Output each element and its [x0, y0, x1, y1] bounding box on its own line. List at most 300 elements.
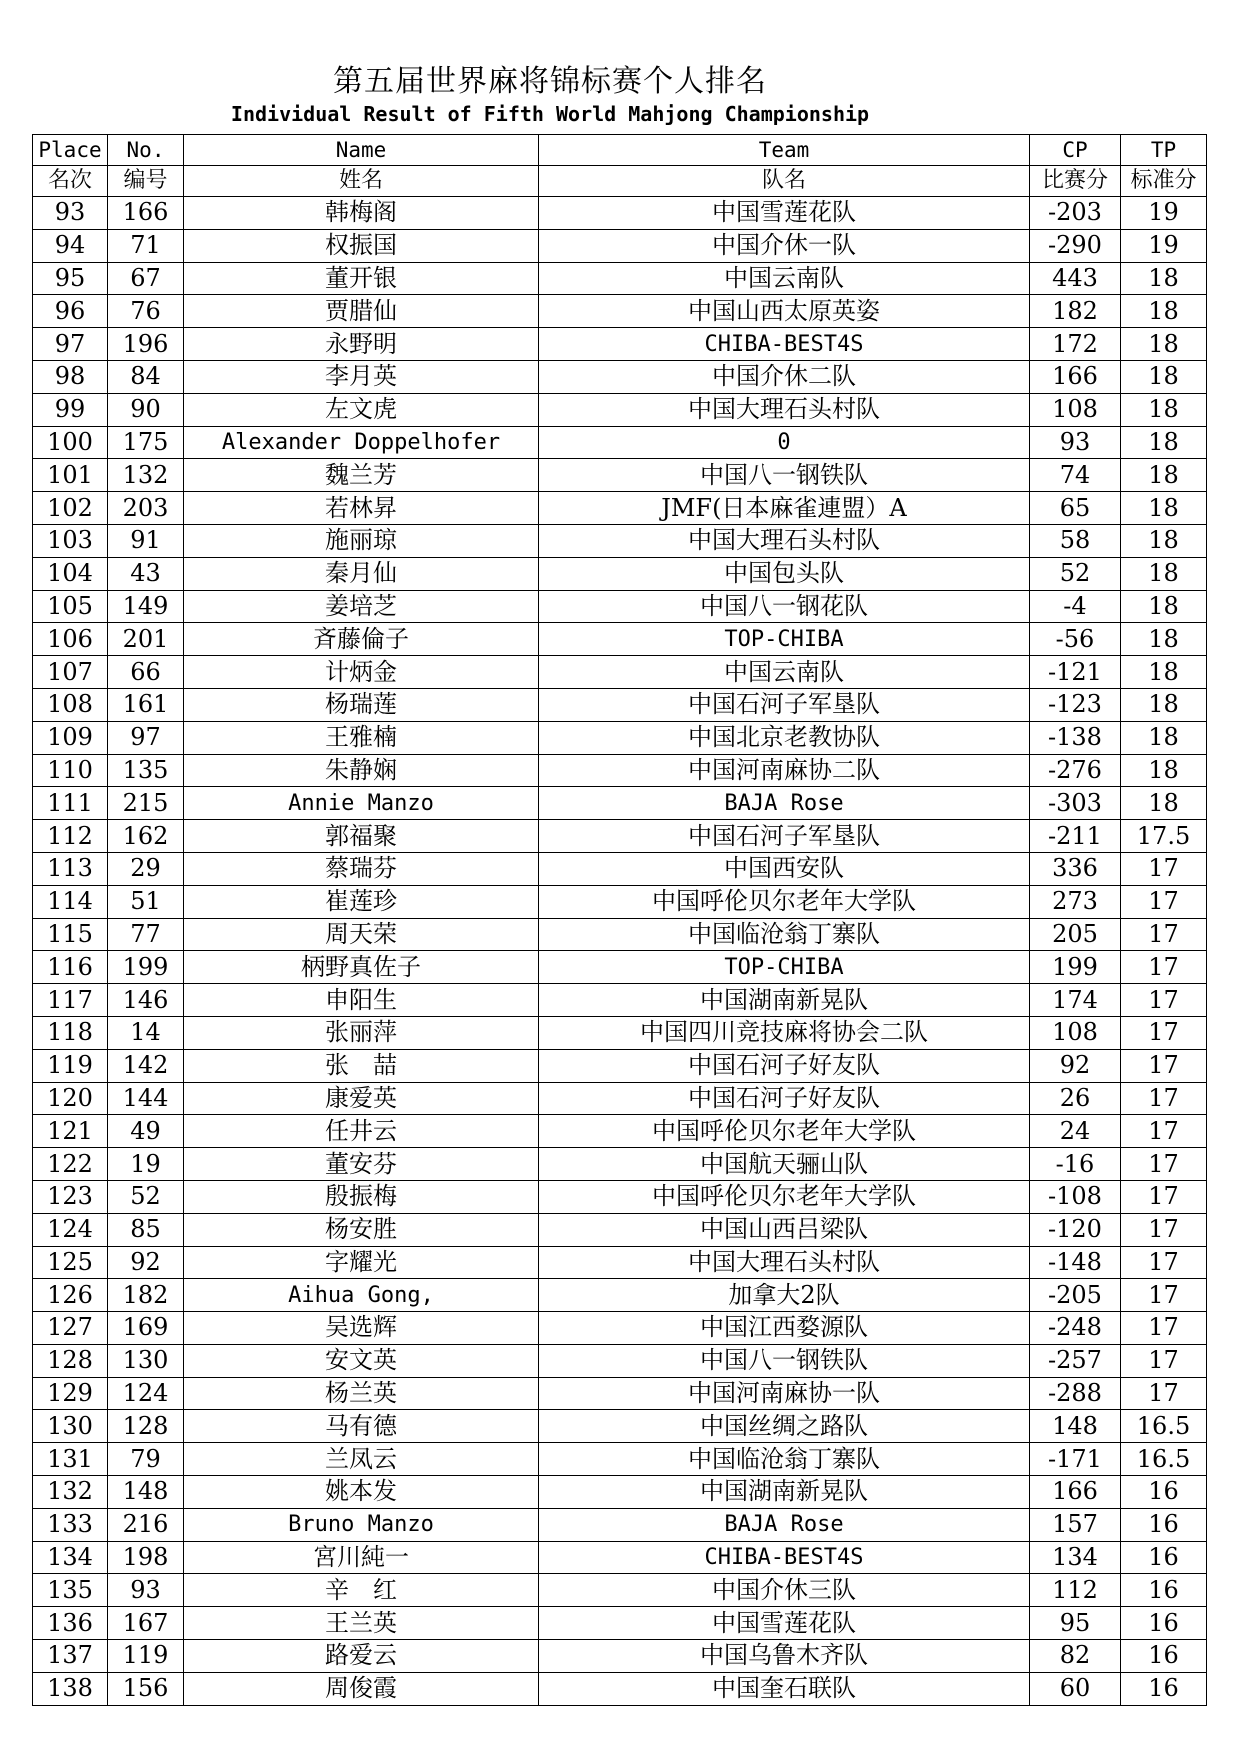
number-cell: 135 — [108, 754, 184, 787]
name-cell: 柄野真佐子 — [184, 951, 539, 984]
place-cell: 123 — [33, 1180, 108, 1213]
cp-cell: 26 — [1030, 1082, 1121, 1115]
table-row — [33, 197, 1207, 230]
tp-cell: 17 — [1121, 951, 1207, 984]
number-cell: 90 — [108, 393, 184, 426]
number-cell: 43 — [108, 557, 184, 590]
place-cell: 130 — [33, 1410, 108, 1443]
team-cell: 0 — [539, 426, 1030, 459]
tp-cell: 17 — [1121, 1377, 1207, 1410]
team-cell: 中国呼伦贝尔老年大学队 — [539, 1180, 1030, 1213]
header-place-cn: 名次 — [33, 166, 108, 197]
place-cell: 114 — [33, 885, 108, 918]
cp-cell: -4 — [1030, 590, 1121, 623]
table-row — [33, 1476, 1207, 1509]
number-cell: 29 — [108, 852, 184, 885]
header-number: No. — [108, 135, 184, 166]
place-cell: 119 — [33, 1049, 108, 1082]
name-cell: 计炳金 — [184, 656, 539, 689]
table-row — [33, 590, 1207, 623]
table-row — [33, 557, 1207, 590]
team-cell: 中国大理石头村队 — [539, 1246, 1030, 1279]
tp-cell: 18 — [1121, 524, 1207, 557]
tp-cell: 17 — [1121, 1115, 1207, 1148]
name-cell: 斉藤倫子 — [184, 623, 539, 656]
tp-cell: 17 — [1121, 1279, 1207, 1312]
place-cell: 111 — [33, 787, 108, 820]
name-cell: 董安芬 — [184, 1148, 539, 1181]
team-cell: 中国雪莲花队 — [539, 1607, 1030, 1640]
table-row — [33, 1640, 1207, 1673]
team-cell: 中国雪莲花队 — [539, 197, 1030, 230]
place-cell: 110 — [33, 754, 108, 787]
table-row — [33, 360, 1207, 393]
page-title-chinese: 第五届世界麻将锦标赛个人排名 — [333, 64, 767, 99]
tp-cell: 17 — [1121, 1180, 1207, 1213]
tp-cell: 18 — [1121, 688, 1207, 721]
number-cell: 71 — [108, 229, 184, 262]
table-row — [33, 1180, 1207, 1213]
number-cell: 49 — [108, 1115, 184, 1148]
table-row — [33, 262, 1207, 295]
place-cell: 115 — [33, 918, 108, 951]
place-cell: 95 — [33, 262, 108, 295]
place-cell: 113 — [33, 852, 108, 885]
number-cell: 119 — [108, 1640, 184, 1673]
place-cell: 122 — [33, 1148, 108, 1181]
table-row — [33, 393, 1207, 426]
team-cell: 中国石河子好友队 — [539, 1049, 1030, 1082]
name-cell: 姚本发 — [184, 1476, 539, 1509]
cp-cell: 108 — [1030, 393, 1121, 426]
table-row — [33, 754, 1207, 787]
team-cell: 加拿大2队 — [539, 1279, 1030, 1312]
tp-cell: 19 — [1121, 229, 1207, 262]
number-cell: 85 — [108, 1213, 184, 1246]
name-cell: 张 喆 — [184, 1049, 539, 1082]
number-cell: 124 — [108, 1377, 184, 1410]
name-cell: 永野明 — [184, 328, 539, 361]
cp-cell: 93 — [1030, 426, 1121, 459]
header-team-cn: 队名 — [539, 166, 1030, 197]
tp-cell: 16 — [1121, 1574, 1207, 1607]
header-cp: CP — [1030, 135, 1121, 166]
team-cell: CHIBA-BEST4S — [539, 1541, 1030, 1574]
place-cell: 107 — [33, 656, 108, 689]
number-cell: 84 — [108, 360, 184, 393]
place-cell: 105 — [33, 590, 108, 623]
place-cell: 131 — [33, 1443, 108, 1476]
place-cell: 104 — [33, 557, 108, 590]
place-cell: 118 — [33, 1016, 108, 1049]
name-cell: 周俊霞 — [184, 1672, 539, 1705]
team-cell: 中国云南队 — [539, 262, 1030, 295]
name-cell: 蔡瑞芬 — [184, 852, 539, 885]
team-cell: 中国临沧翁丁寨队 — [539, 1443, 1030, 1476]
tp-cell: 16 — [1121, 1607, 1207, 1640]
tp-cell: 17 — [1121, 1148, 1207, 1181]
place-cell: 127 — [33, 1312, 108, 1345]
table-row — [33, 623, 1207, 656]
results-table — [32, 134, 1207, 1706]
name-cell: Aihua Gong, — [184, 1279, 539, 1312]
team-cell: 中国西安队 — [539, 852, 1030, 885]
number-cell: 149 — [108, 590, 184, 623]
cp-cell: 82 — [1030, 1640, 1121, 1673]
place-cell: 106 — [33, 623, 108, 656]
team-cell: 中国八一钢铁队 — [539, 459, 1030, 492]
table-row — [33, 1508, 1207, 1541]
team-cell: 中国临沧翁丁寨队 — [539, 918, 1030, 951]
cp-cell: 182 — [1030, 295, 1121, 328]
tp-cell: 17 — [1121, 918, 1207, 951]
team-cell: 中国介休三队 — [539, 1574, 1030, 1607]
name-cell: 任井云 — [184, 1115, 539, 1148]
cp-cell: 58 — [1030, 524, 1121, 557]
tp-cell: 16 — [1121, 1640, 1207, 1673]
header-cp-cn: 比赛分 — [1030, 166, 1121, 197]
cp-cell: 112 — [1030, 1574, 1121, 1607]
table-row — [33, 721, 1207, 754]
place-cell: 94 — [33, 229, 108, 262]
place-cell: 109 — [33, 721, 108, 754]
place-cell: 93 — [33, 197, 108, 230]
name-cell: 崔莲珍 — [184, 885, 539, 918]
cp-cell: -120 — [1030, 1213, 1121, 1246]
number-cell: 199 — [108, 951, 184, 984]
name-cell: 杨兰英 — [184, 1377, 539, 1410]
name-cell: 宮川純一 — [184, 1541, 539, 1574]
team-cell: BAJA Rose — [539, 1508, 1030, 1541]
table-row — [33, 984, 1207, 1017]
number-cell: 215 — [108, 787, 184, 820]
place-cell: 132 — [33, 1476, 108, 1509]
header-name-cn: 姓名 — [184, 166, 539, 197]
name-cell: 殷振梅 — [184, 1180, 539, 1213]
place-cell: 126 — [33, 1279, 108, 1312]
header-row-chinese — [33, 166, 1207, 197]
tp-cell: 16 — [1121, 1508, 1207, 1541]
cp-cell: 60 — [1030, 1672, 1121, 1705]
place-cell: 120 — [33, 1082, 108, 1115]
cp-cell: 74 — [1030, 459, 1121, 492]
table-row — [33, 688, 1207, 721]
header-place: Place — [33, 135, 108, 166]
number-cell: 91 — [108, 524, 184, 557]
table-row — [33, 1344, 1207, 1377]
place-cell: 137 — [33, 1640, 108, 1673]
place-cell: 125 — [33, 1246, 108, 1279]
cp-cell: -148 — [1030, 1246, 1121, 1279]
header-row-english — [33, 135, 1207, 166]
table-row — [33, 1246, 1207, 1279]
name-cell: 周天荣 — [184, 918, 539, 951]
number-cell: 67 — [108, 262, 184, 295]
team-cell: BAJA Rose — [539, 787, 1030, 820]
team-cell: 中国丝绸之路队 — [539, 1410, 1030, 1443]
number-cell: 19 — [108, 1148, 184, 1181]
tp-cell: 18 — [1121, 360, 1207, 393]
tp-cell: 19 — [1121, 197, 1207, 230]
cp-cell: 166 — [1030, 1476, 1121, 1509]
team-cell: TOP-CHIBA — [539, 951, 1030, 984]
tp-cell: 17 — [1121, 885, 1207, 918]
cp-cell: 92 — [1030, 1049, 1121, 1082]
name-cell: 杨安胜 — [184, 1213, 539, 1246]
team-cell: 中国山西吕梁队 — [539, 1213, 1030, 1246]
name-cell: 李月英 — [184, 360, 539, 393]
table-row — [33, 1607, 1207, 1640]
number-cell: 14 — [108, 1016, 184, 1049]
cp-cell: -16 — [1030, 1148, 1121, 1181]
cp-cell: 108 — [1030, 1016, 1121, 1049]
tp-cell: 18 — [1121, 787, 1207, 820]
number-cell: 203 — [108, 492, 184, 525]
number-cell: 161 — [108, 688, 184, 721]
cp-cell: 336 — [1030, 852, 1121, 885]
team-cell: 中国石河子军垦队 — [539, 688, 1030, 721]
cp-cell: -171 — [1030, 1443, 1121, 1476]
number-cell: 66 — [108, 656, 184, 689]
team-cell: 中国云南队 — [539, 656, 1030, 689]
name-cell: Annie Manzo — [184, 787, 539, 820]
tp-cell: 18 — [1121, 393, 1207, 426]
place-cell: 96 — [33, 295, 108, 328]
cp-cell: 95 — [1030, 1607, 1121, 1640]
number-cell: 77 — [108, 918, 184, 951]
table-row — [33, 229, 1207, 262]
number-cell: 130 — [108, 1344, 184, 1377]
name-cell: 韩梅阁 — [184, 197, 539, 230]
number-cell: 169 — [108, 1312, 184, 1345]
table-row — [33, 1672, 1207, 1705]
table-row — [33, 1279, 1207, 1312]
number-cell: 146 — [108, 984, 184, 1017]
number-cell: 198 — [108, 1541, 184, 1574]
place-cell: 116 — [33, 951, 108, 984]
place-cell: 135 — [33, 1574, 108, 1607]
tp-cell: 18 — [1121, 426, 1207, 459]
number-cell: 142 — [108, 1049, 184, 1082]
name-cell: 辛 红 — [184, 1574, 539, 1607]
tp-cell: 18 — [1121, 557, 1207, 590]
cp-cell: -123 — [1030, 688, 1121, 721]
place-cell: 99 — [33, 393, 108, 426]
cp-cell: 52 — [1030, 557, 1121, 590]
table-row — [33, 459, 1207, 492]
name-cell: 魏兰芳 — [184, 459, 539, 492]
place-cell: 128 — [33, 1344, 108, 1377]
team-cell: 中国包头队 — [539, 557, 1030, 590]
table-row — [33, 1410, 1207, 1443]
number-cell: 175 — [108, 426, 184, 459]
team-cell: 中国呼伦贝尔老年大学队 — [539, 885, 1030, 918]
header-team: Team — [539, 135, 1030, 166]
team-cell: 中国八一钢铁队 — [539, 1344, 1030, 1377]
table-row — [33, 951, 1207, 984]
number-cell: 196 — [108, 328, 184, 361]
tp-cell: 17 — [1121, 1344, 1207, 1377]
cp-cell: 134 — [1030, 1541, 1121, 1574]
name-cell: 王雅楠 — [184, 721, 539, 754]
tp-cell: 18 — [1121, 262, 1207, 295]
number-cell: 166 — [108, 197, 184, 230]
team-cell: TOP-CHIBA — [539, 623, 1030, 656]
place-cell: 103 — [33, 524, 108, 557]
cp-cell: -257 — [1030, 1344, 1121, 1377]
cp-cell: 199 — [1030, 951, 1121, 984]
number-cell: 216 — [108, 1508, 184, 1541]
number-cell: 51 — [108, 885, 184, 918]
number-cell: 162 — [108, 820, 184, 853]
cp-cell: -303 — [1030, 787, 1121, 820]
cp-cell: 443 — [1030, 262, 1121, 295]
place-cell: 100 — [33, 426, 108, 459]
number-cell: 79 — [108, 1443, 184, 1476]
table-row — [33, 426, 1207, 459]
tp-cell: 17 — [1121, 1049, 1207, 1082]
table-row — [33, 885, 1207, 918]
tp-cell: 17 — [1121, 1213, 1207, 1246]
number-cell: 182 — [108, 1279, 184, 1312]
table-row — [33, 787, 1207, 820]
team-cell: CHIBA-BEST4S — [539, 328, 1030, 361]
cp-cell: 166 — [1030, 360, 1121, 393]
table-row — [33, 328, 1207, 361]
cp-cell: -203 — [1030, 197, 1121, 230]
header-tp-cn: 标准分 — [1121, 166, 1207, 197]
name-cell: 吴选辉 — [184, 1312, 539, 1345]
team-cell: 中国呼伦贝尔老年大学队 — [539, 1115, 1030, 1148]
name-cell: Bruno Manzo — [184, 1508, 539, 1541]
cp-cell: -56 — [1030, 623, 1121, 656]
cp-cell: -121 — [1030, 656, 1121, 689]
name-cell: 兰凤云 — [184, 1443, 539, 1476]
tp-cell: 16 — [1121, 1672, 1207, 1705]
tp-cell: 16 — [1121, 1476, 1207, 1509]
place-cell: 117 — [33, 984, 108, 1017]
table-row — [33, 1115, 1207, 1148]
team-cell: 中国乌鲁木齐队 — [539, 1640, 1030, 1673]
tp-cell: 16 — [1121, 1541, 1207, 1574]
cp-cell: -290 — [1030, 229, 1121, 262]
tp-cell: 17 — [1121, 1082, 1207, 1115]
cp-cell: 148 — [1030, 1410, 1121, 1443]
tp-cell: 16.5 — [1121, 1443, 1207, 1476]
name-cell: 字耀光 — [184, 1246, 539, 1279]
team-cell: 中国湖南新晃队 — [539, 984, 1030, 1017]
number-cell: 156 — [108, 1672, 184, 1705]
name-cell: 郭福聚 — [184, 820, 539, 853]
table-row — [33, 524, 1207, 557]
number-cell: 92 — [108, 1246, 184, 1279]
team-cell: 中国北京老教协队 — [539, 721, 1030, 754]
table-row — [33, 295, 1207, 328]
name-cell: 康爱英 — [184, 1082, 539, 1115]
place-cell: 129 — [33, 1377, 108, 1410]
number-cell: 76 — [108, 295, 184, 328]
table-body — [33, 197, 1207, 1706]
cp-cell: -205 — [1030, 1279, 1121, 1312]
team-cell: 中国石河子军垦队 — [539, 820, 1030, 853]
team-cell: 中国大理石头村队 — [539, 393, 1030, 426]
place-cell: 102 — [33, 492, 108, 525]
table-row — [33, 1148, 1207, 1181]
name-cell: 张丽萍 — [184, 1016, 539, 1049]
cp-cell: -138 — [1030, 721, 1121, 754]
team-cell: 中国航天骊山队 — [539, 1148, 1030, 1181]
table-row — [33, 1213, 1207, 1246]
table-row — [33, 1541, 1207, 1574]
cp-cell: 174 — [1030, 984, 1121, 1017]
tp-cell: 18 — [1121, 721, 1207, 754]
header-tp: TP — [1121, 135, 1207, 166]
team-cell: 中国河南麻协二队 — [539, 754, 1030, 787]
name-cell: 安文英 — [184, 1344, 539, 1377]
cp-cell: -108 — [1030, 1180, 1121, 1213]
number-cell: 144 — [108, 1082, 184, 1115]
tp-cell: 18 — [1121, 623, 1207, 656]
table-row — [33, 1049, 1207, 1082]
cp-cell: -276 — [1030, 754, 1121, 787]
place-cell: 97 — [33, 328, 108, 361]
table-row — [33, 1377, 1207, 1410]
tp-cell: 18 — [1121, 459, 1207, 492]
cp-cell: 65 — [1030, 492, 1121, 525]
table-row — [33, 918, 1207, 951]
number-cell: 52 — [108, 1180, 184, 1213]
team-cell: 中国介休一队 — [539, 229, 1030, 262]
tp-cell: 17 — [1121, 1246, 1207, 1279]
name-cell: 申阳生 — [184, 984, 539, 1017]
page-title-english: Individual Result of Fifth World Mahjong Championship — [230, 102, 870, 126]
header-name: Name — [184, 135, 539, 166]
cp-cell: -288 — [1030, 1377, 1121, 1410]
table-row — [33, 1443, 1207, 1476]
place-cell: 136 — [33, 1607, 108, 1640]
tp-cell: 18 — [1121, 656, 1207, 689]
team-cell: JMF(日本麻雀連盟）A — [539, 492, 1030, 525]
cp-cell: 172 — [1030, 328, 1121, 361]
place-cell: 98 — [33, 360, 108, 393]
team-cell: 中国大理石头村队 — [539, 524, 1030, 557]
name-cell: 贾腊仙 — [184, 295, 539, 328]
place-cell: 101 — [33, 459, 108, 492]
name-cell: 左文虎 — [184, 393, 539, 426]
number-cell: 132 — [108, 459, 184, 492]
tp-cell: 17 — [1121, 1312, 1207, 1345]
team-cell: 中国湖南新晃队 — [539, 1476, 1030, 1509]
name-cell: 董开银 — [184, 262, 539, 295]
place-cell: 121 — [33, 1115, 108, 1148]
number-cell: 93 — [108, 1574, 184, 1607]
tp-cell: 18 — [1121, 492, 1207, 525]
place-cell: 138 — [33, 1672, 108, 1705]
name-cell: 马有德 — [184, 1410, 539, 1443]
name-cell: 姜培芝 — [184, 590, 539, 623]
place-cell: 134 — [33, 1541, 108, 1574]
name-cell: 施丽琼 — [184, 524, 539, 557]
team-cell: 中国奎石联队 — [539, 1672, 1030, 1705]
team-cell: 中国江西婺源队 — [539, 1312, 1030, 1345]
table-row — [33, 852, 1207, 885]
place-cell: 112 — [33, 820, 108, 853]
table-row — [33, 492, 1207, 525]
cp-cell: -211 — [1030, 820, 1121, 853]
number-cell: 128 — [108, 1410, 184, 1443]
team-cell: 中国河南麻协一队 — [539, 1377, 1030, 1410]
team-cell: 中国四川竞技麻将协会二队 — [539, 1016, 1030, 1049]
